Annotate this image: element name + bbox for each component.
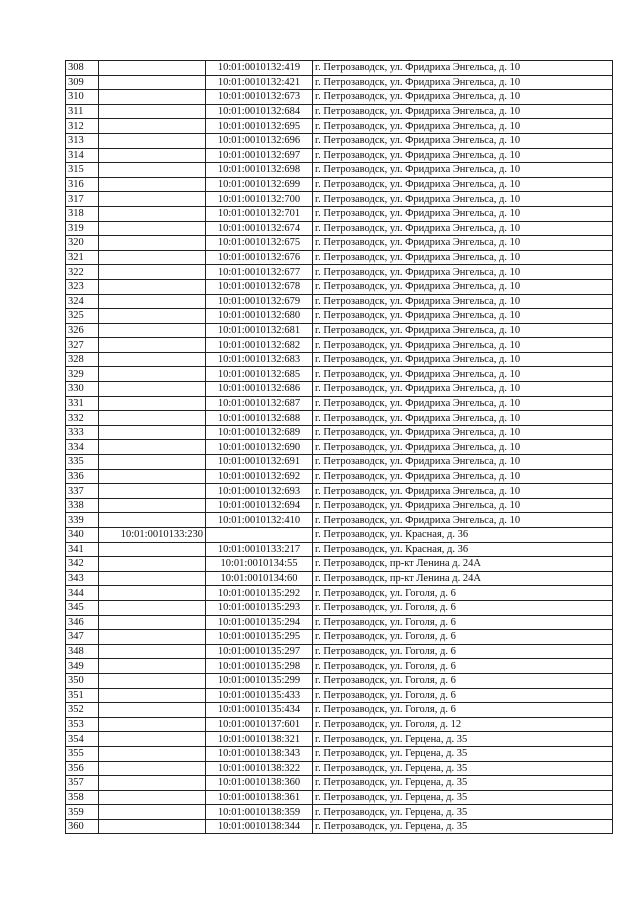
premises-cadastral-number-cell: 10:01:0010132:679 <box>206 294 313 309</box>
building-cadastral-number-cell <box>99 776 206 791</box>
building-cadastral-number-cell <box>99 279 206 294</box>
address-cell: г. Петрозаводск, ул. Фридриха Энгельса, д. 10 <box>313 469 613 484</box>
row-number-cell: 328 <box>66 352 99 367</box>
row-number-cell: 339 <box>66 513 99 528</box>
row-number-cell: 342 <box>66 557 99 572</box>
address-cell: г. Петрозаводск, ул. Фридриха Энгельса, д. 10 <box>313 61 613 76</box>
table-row <box>66 221 613 236</box>
table-row <box>66 484 613 499</box>
building-cadastral-number-cell <box>99 177 206 192</box>
row-number-cell: 326 <box>66 323 99 338</box>
premises-cadastral-number-cell: 10:01:0010133:217 <box>206 542 313 557</box>
table-row <box>66 703 613 718</box>
address-cell: г. Петрозаводск, ул. Фридриха Энгельса, д. 10 <box>313 265 613 280</box>
address-cell: г. Петрозаводск, пр-кт Ленина д. 24А <box>313 571 613 586</box>
row-number-cell: 341 <box>66 542 99 557</box>
row-number-cell: 337 <box>66 484 99 499</box>
row-number-cell: 314 <box>66 148 99 163</box>
premises-cadastral-number-cell: 10:01:0010134:55 <box>206 557 313 572</box>
row-number-cell: 359 <box>66 805 99 820</box>
row-number-cell: 310 <box>66 90 99 105</box>
premises-cadastral-number-cell: 10:01:0010132:687 <box>206 396 313 411</box>
table-row <box>66 586 613 601</box>
address-cell: г. Петрозаводск, пр-кт Ленина д. 24А <box>313 557 613 572</box>
row-number-cell: 316 <box>66 177 99 192</box>
premises-cadastral-number-cell: 10:01:0010132:695 <box>206 119 313 134</box>
address-cell: г. Петрозаводск, ул. Фридриха Энгельса, д. 10 <box>313 206 613 221</box>
building-cadastral-number-cell <box>99 75 206 90</box>
premises-cadastral-number-cell: 10:01:0010132:684 <box>206 104 313 119</box>
address-cell: г. Петрозаводск, ул. Герцена, д. 35 <box>313 790 613 805</box>
cadastral-register-table <box>65 60 613 834</box>
table-row <box>66 206 613 221</box>
table-row <box>66 279 613 294</box>
building-cadastral-number-cell <box>99 382 206 397</box>
table-row <box>66 732 613 747</box>
row-number-cell: 331 <box>66 396 99 411</box>
table-row <box>66 294 613 309</box>
address-cell: г. Петрозаводск, ул. Гоголя, д. 6 <box>313 703 613 718</box>
row-number-cell: 348 <box>66 644 99 659</box>
table-row <box>66 630 613 645</box>
premises-cadastral-number-cell: 10:01:0010135:293 <box>206 600 313 615</box>
row-number-cell: 332 <box>66 411 99 426</box>
address-cell: г. Петрозаводск, ул. Фридриха Энгельса, д. 10 <box>313 352 613 367</box>
building-cadastral-number-cell <box>99 586 206 601</box>
row-number-cell: 334 <box>66 440 99 455</box>
building-cadastral-number-cell <box>99 600 206 615</box>
row-number-cell: 358 <box>66 790 99 805</box>
row-number-cell: 308 <box>66 61 99 76</box>
row-number-cell: 312 <box>66 119 99 134</box>
building-cadastral-number-cell <box>99 790 206 805</box>
building-cadastral-number-cell <box>99 557 206 572</box>
premises-cadastral-number-cell: 10:01:0010132:410 <box>206 513 313 528</box>
premises-cadastral-number-cell: 10:01:0010138:321 <box>206 732 313 747</box>
table-row <box>66 177 613 192</box>
premises-cadastral-number-cell: 10:01:0010132:683 <box>206 352 313 367</box>
building-cadastral-number-cell <box>99 484 206 499</box>
table-row <box>66 542 613 557</box>
building-cadastral-number-cell <box>99 513 206 528</box>
row-number-cell: 317 <box>66 192 99 207</box>
table-row <box>66 761 613 776</box>
table-row <box>66 688 613 703</box>
table-row <box>66 323 613 338</box>
building-cadastral-number-cell <box>99 352 206 367</box>
premises-cadastral-number-cell: 10:01:0010132:686 <box>206 382 313 397</box>
premises-cadastral-number-cell: 10:01:0010138:359 <box>206 805 313 820</box>
premises-cadastral-number-cell: 10:01:0010135:433 <box>206 688 313 703</box>
address-cell: г. Петрозаводск, ул. Красная, д. 36 <box>313 528 613 543</box>
address-cell: г. Петрозаводск, ул. Фридриха Энгельса, д. 10 <box>313 323 613 338</box>
building-cadastral-number-cell <box>99 703 206 718</box>
table-row <box>66 352 613 367</box>
address-cell: г. Петрозаводск, ул. Фридриха Энгельса, д. 10 <box>313 484 613 499</box>
row-number-cell: 325 <box>66 309 99 324</box>
premises-cadastral-number-cell: 10:01:0010132:673 <box>206 90 313 105</box>
row-number-cell: 320 <box>66 236 99 251</box>
row-number-cell: 336 <box>66 469 99 484</box>
row-number-cell: 329 <box>66 367 99 382</box>
table-row <box>66 600 613 615</box>
premises-cadastral-number-cell: 10:01:0010132:701 <box>206 206 313 221</box>
premises-cadastral-number-cell: 10:01:0010132:682 <box>206 338 313 353</box>
address-cell: г. Петрозаводск, ул. Фридриха Энгельса, д. 10 <box>313 396 613 411</box>
row-number-cell: 353 <box>66 717 99 732</box>
address-cell: г. Петрозаводск, ул. Герцена, д. 35 <box>313 819 613 834</box>
table-row <box>66 498 613 513</box>
premises-cadastral-number-cell: 10:01:0010132:677 <box>206 265 313 280</box>
table-row <box>66 338 613 353</box>
building-cadastral-number-cell <box>99 250 206 265</box>
premises-cadastral-number-cell: 10:01:0010135:292 <box>206 586 313 601</box>
building-cadastral-number-cell <box>99 615 206 630</box>
row-number-cell: 335 <box>66 455 99 470</box>
row-number-cell: 340 <box>66 528 99 543</box>
building-cadastral-number-cell <box>99 192 206 207</box>
building-cadastral-number-cell <box>99 236 206 251</box>
address-cell: г. Петрозаводск, ул. Герцена, д. 35 <box>313 776 613 791</box>
premises-cadastral-number-cell: 10:01:0010132:700 <box>206 192 313 207</box>
address-cell: г. Петрозаводск, ул. Фридриха Энгельса, д. 10 <box>313 440 613 455</box>
premises-cadastral-number-cell: 10:01:0010132:674 <box>206 221 313 236</box>
table-row <box>66 469 613 484</box>
table-body <box>66 61 613 834</box>
address-cell: г. Петрозаводск, ул. Фридриха Энгельса, д. 10 <box>313 221 613 236</box>
building-cadastral-number-cell <box>99 673 206 688</box>
row-number-cell: 344 <box>66 586 99 601</box>
row-number-cell: 330 <box>66 382 99 397</box>
row-number-cell: 315 <box>66 163 99 178</box>
address-cell: г. Петрозаводск, ул. Фридриха Энгельса, д. 10 <box>313 90 613 105</box>
building-cadastral-number-cell <box>99 411 206 426</box>
table-row <box>66 644 613 659</box>
row-number-cell: 355 <box>66 746 99 761</box>
premises-cadastral-number-cell: 10:01:0010132:421 <box>206 75 313 90</box>
table-row <box>66 90 613 105</box>
building-cadastral-number-cell <box>99 469 206 484</box>
address-cell: г. Петрозаводск, ул. Фридриха Энгельса, д. 10 <box>313 148 613 163</box>
address-cell: г. Петрозаводск, ул. Фридриха Энгельса, д. 10 <box>313 455 613 470</box>
table-row <box>66 367 613 382</box>
premises-cadastral-number-cell: 10:01:0010135:298 <box>206 659 313 674</box>
premises-cadastral-number-cell <box>206 528 313 543</box>
building-cadastral-number-cell <box>99 119 206 134</box>
premises-cadastral-number-cell: 10:01:0010138:322 <box>206 761 313 776</box>
building-cadastral-number-cell <box>99 455 206 470</box>
row-number-cell: 311 <box>66 104 99 119</box>
address-cell: г. Петрозаводск, ул. Гоголя, д. 6 <box>313 600 613 615</box>
table-row <box>66 250 613 265</box>
premises-cadastral-number-cell: 10:01:0010132:696 <box>206 133 313 148</box>
table-row <box>66 148 613 163</box>
premises-cadastral-number-cell: 10:01:0010132:691 <box>206 455 313 470</box>
building-cadastral-number-cell <box>99 688 206 703</box>
table-row <box>66 425 613 440</box>
address-cell: г. Петрозаводск, ул. Гоголя, д. 6 <box>313 615 613 630</box>
table-row <box>66 571 613 586</box>
row-number-cell: 346 <box>66 615 99 630</box>
row-number-cell: 321 <box>66 250 99 265</box>
premises-cadastral-number-cell: 10:01:0010138:360 <box>206 776 313 791</box>
premises-cadastral-number-cell: 10:01:0010135:295 <box>206 630 313 645</box>
row-number-cell: 352 <box>66 703 99 718</box>
building-cadastral-number-cell <box>99 206 206 221</box>
premises-cadastral-number-cell: 10:01:0010132:678 <box>206 279 313 294</box>
address-cell: г. Петрозаводск, ул. Герцена, д. 35 <box>313 746 613 761</box>
row-number-cell: 323 <box>66 279 99 294</box>
premises-cadastral-number-cell: 10:01:0010135:297 <box>206 644 313 659</box>
row-number-cell: 354 <box>66 732 99 747</box>
address-cell: г. Петрозаводск, ул. Фридриха Энгельса, д. 10 <box>313 382 613 397</box>
address-cell: г. Петрозаводск, ул. Герцена, д. 35 <box>313 805 613 820</box>
building-cadastral-number-cell <box>99 221 206 236</box>
table-row <box>66 805 613 820</box>
address-cell: г. Петрозаводск, ул. Фридриха Энгельса, д. 10 <box>313 498 613 513</box>
address-cell: г. Петрозаводск, ул. Фридриха Энгельса, д. 10 <box>313 513 613 528</box>
address-cell: г. Петрозаводск, ул. Фридриха Энгельса, д. 10 <box>313 163 613 178</box>
table-row <box>66 396 613 411</box>
premises-cadastral-number-cell: 10:01:0010132:676 <box>206 250 313 265</box>
table-row <box>66 440 613 455</box>
table-row <box>66 528 613 543</box>
premises-cadastral-number-cell: 10:01:0010138:344 <box>206 819 313 834</box>
address-cell: г. Петрозаводск, ул. Гоголя, д. 6 <box>313 644 613 659</box>
address-cell: г. Петрозаводск, ул. Фридриха Энгельса, д. 10 <box>313 309 613 324</box>
building-cadastral-number-cell <box>99 819 206 834</box>
address-cell: г. Петрозаводск, ул. Фридриха Энгельса, д. 10 <box>313 177 613 192</box>
row-number-cell: 319 <box>66 221 99 236</box>
building-cadastral-number-cell <box>99 309 206 324</box>
row-number-cell: 309 <box>66 75 99 90</box>
premises-cadastral-number-cell: 10:01:0010132:698 <box>206 163 313 178</box>
premises-cadastral-number-cell: 10:01:0010132:675 <box>206 236 313 251</box>
premises-cadastral-number-cell: 10:01:0010132:689 <box>206 425 313 440</box>
row-number-cell: 360 <box>66 819 99 834</box>
premises-cadastral-number-cell: 10:01:0010132:419 <box>206 61 313 76</box>
address-cell: г. Петрозаводск, ул. Фридриха Энгельса, д. 10 <box>313 250 613 265</box>
address-cell: г. Петрозаводск, ул. Фридриха Энгельса, д. 10 <box>313 236 613 251</box>
table-row <box>66 819 613 834</box>
address-cell: г. Петрозаводск, ул. Фридриха Энгельса, д. 10 <box>313 279 613 294</box>
premises-cadastral-number-cell: 10:01:0010134:60 <box>206 571 313 586</box>
table-row <box>66 776 613 791</box>
row-number-cell: 327 <box>66 338 99 353</box>
address-cell: г. Петрозаводск, ул. Фридриха Энгельса, д. 10 <box>313 75 613 90</box>
address-cell: г. Петрозаводск, ул. Герцена, д. 35 <box>313 761 613 776</box>
building-cadastral-number-cell <box>99 367 206 382</box>
building-cadastral-number-cell <box>99 148 206 163</box>
row-number-cell: 343 <box>66 571 99 586</box>
table-row <box>66 61 613 76</box>
building-cadastral-number-cell <box>99 133 206 148</box>
building-cadastral-number-cell <box>99 265 206 280</box>
table-row <box>66 513 613 528</box>
address-cell: г. Петрозаводск, ул. Фридриха Энгельса, д. 10 <box>313 192 613 207</box>
row-number-cell: 324 <box>66 294 99 309</box>
row-number-cell: 333 <box>66 425 99 440</box>
address-cell: г. Петрозаводск, ул. Фридриха Энгельса, д. 10 <box>313 425 613 440</box>
table-row <box>66 455 613 470</box>
building-cadastral-number-cell <box>99 338 206 353</box>
row-number-cell: 349 <box>66 659 99 674</box>
building-cadastral-number-cell <box>99 746 206 761</box>
building-cadastral-number-cell <box>99 323 206 338</box>
premises-cadastral-number-cell: 10:01:0010132:692 <box>206 469 313 484</box>
premises-cadastral-number-cell: 10:01:0010132:690 <box>206 440 313 455</box>
building-cadastral-number-cell <box>99 425 206 440</box>
address-cell: г. Петрозаводск, ул. Фридриха Энгельса, д. 10 <box>313 411 613 426</box>
address-cell: г. Петрозаводск, ул. Гоголя, д. 6 <box>313 630 613 645</box>
address-cell: г. Петрозаводск, ул. Гоголя, д. 6 <box>313 659 613 674</box>
premises-cadastral-number-cell: 10:01:0010132:688 <box>206 411 313 426</box>
building-cadastral-number-cell <box>99 659 206 674</box>
table-row <box>66 411 613 426</box>
table-row <box>66 163 613 178</box>
premises-cadastral-number-cell: 10:01:0010135:299 <box>206 673 313 688</box>
address-cell: г. Петрозаводск, ул. Герцена, д. 35 <box>313 732 613 747</box>
premises-cadastral-number-cell: 10:01:0010137:601 <box>206 717 313 732</box>
table-row <box>66 75 613 90</box>
building-cadastral-number-cell <box>99 90 206 105</box>
building-cadastral-number-cell <box>99 805 206 820</box>
row-number-cell: 338 <box>66 498 99 513</box>
building-cadastral-number-cell <box>99 542 206 557</box>
address-cell: г. Петрозаводск, ул. Красная, д. 36 <box>313 542 613 557</box>
row-number-cell: 351 <box>66 688 99 703</box>
address-cell: г. Петрозаводск, ул. Фридриха Энгельса, д. 10 <box>313 294 613 309</box>
row-number-cell: 322 <box>66 265 99 280</box>
building-cadastral-number-cell <box>99 104 206 119</box>
table-row <box>66 119 613 134</box>
row-number-cell: 350 <box>66 673 99 688</box>
table-row <box>66 265 613 280</box>
address-cell: г. Петрозаводск, ул. Гоголя, д. 6 <box>313 673 613 688</box>
premises-cadastral-number-cell: 10:01:0010132:697 <box>206 148 313 163</box>
building-cadastral-number-cell <box>99 571 206 586</box>
building-cadastral-number-cell <box>99 294 206 309</box>
building-cadastral-number-cell <box>99 61 206 76</box>
table-row <box>66 615 613 630</box>
table-row <box>66 133 613 148</box>
premises-cadastral-number-cell: 10:01:0010132:681 <box>206 323 313 338</box>
table-row <box>66 192 613 207</box>
row-number-cell: 347 <box>66 630 99 645</box>
premises-cadastral-number-cell: 10:01:0010132:693 <box>206 484 313 499</box>
row-number-cell: 318 <box>66 206 99 221</box>
address-cell: г. Петрозаводск, ул. Гоголя, д. 12 <box>313 717 613 732</box>
table-row <box>66 309 613 324</box>
address-cell: г. Петрозаводск, ул. Гоголя, д. 6 <box>313 688 613 703</box>
address-cell: г. Петрозаводск, ул. Фридриха Энгельса, д. 10 <box>313 367 613 382</box>
premises-cadastral-number-cell: 10:01:0010135:294 <box>206 615 313 630</box>
table-row <box>66 557 613 572</box>
building-cadastral-number-cell <box>99 396 206 411</box>
building-cadastral-number-cell <box>99 630 206 645</box>
premises-cadastral-number-cell: 10:01:0010132:680 <box>206 309 313 324</box>
table-row <box>66 746 613 761</box>
address-cell: г. Петрозаводск, ул. Гоголя, д. 6 <box>313 586 613 601</box>
premises-cadastral-number-cell: 10:01:0010135:434 <box>206 703 313 718</box>
building-cadastral-number-cell <box>99 163 206 178</box>
row-number-cell: 313 <box>66 133 99 148</box>
building-cadastral-number-cell: 10:01:0010133:230 <box>99 528 206 543</box>
table-row <box>66 236 613 251</box>
building-cadastral-number-cell <box>99 732 206 747</box>
row-number-cell: 345 <box>66 600 99 615</box>
premises-cadastral-number-cell: 10:01:0010138:343 <box>206 746 313 761</box>
premises-cadastral-number-cell: 10:01:0010132:685 <box>206 367 313 382</box>
table-row <box>66 717 613 732</box>
table-row <box>66 659 613 674</box>
address-cell: г. Петрозаводск, ул. Фридриха Энгельса, д. 10 <box>313 104 613 119</box>
premises-cadastral-number-cell: 10:01:0010132:694 <box>206 498 313 513</box>
table-row <box>66 673 613 688</box>
building-cadastral-number-cell <box>99 440 206 455</box>
building-cadastral-number-cell <box>99 761 206 776</box>
building-cadastral-number-cell <box>99 717 206 732</box>
building-cadastral-number-cell <box>99 644 206 659</box>
row-number-cell: 357 <box>66 776 99 791</box>
premises-cadastral-number-cell: 10:01:0010138:361 <box>206 790 313 805</box>
building-cadastral-number-cell <box>99 498 206 513</box>
address-cell: г. Петрозаводск, ул. Фридриха Энгельса, д. 10 <box>313 338 613 353</box>
table-row <box>66 790 613 805</box>
row-number-cell: 356 <box>66 761 99 776</box>
address-cell: г. Петрозаводск, ул. Фридриха Энгельса, д. 10 <box>313 133 613 148</box>
table-row <box>66 104 613 119</box>
premises-cadastral-number-cell: 10:01:0010132:699 <box>206 177 313 192</box>
address-cell: г. Петрозаводск, ул. Фридриха Энгельса, д. 10 <box>313 119 613 134</box>
table-row <box>66 382 613 397</box>
